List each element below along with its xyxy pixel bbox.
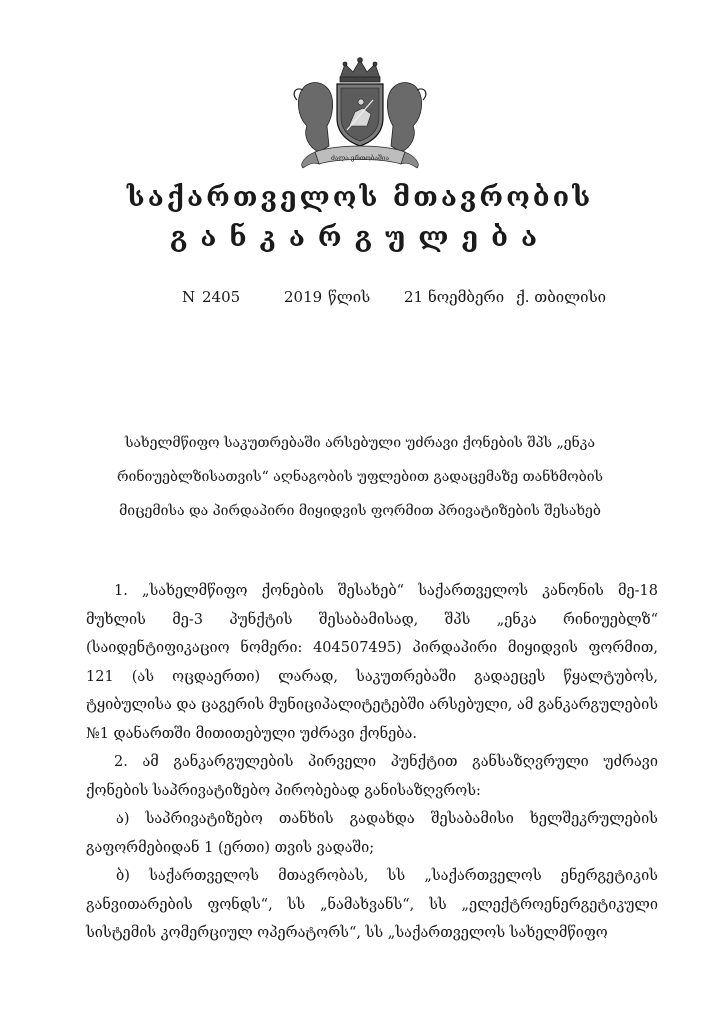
- decree-body: [86, 577, 658, 948]
- decree-number: 2405: [202, 288, 241, 306]
- decree-subject: სახელმწიფო საკუთრებაში არსებული უძრავი ქონების შპს „ენკა რინიუებლზისათვის“ აღნაგობის უფლებით გადაცემაზე თანხმობის მიცემისა და პირდაპირი მიყიდვის ფორმით პრივატიზების შესახებ: [116, 435, 604, 519]
- number-label: N: [182, 288, 196, 306]
- title-decree: განკარგულება: [169, 222, 550, 253]
- emblem-motto: ძალა ერთობაშია: [330, 154, 390, 162]
- paragraph-2: 2. ამ განკარგულების პირველი პუნქტით განსაზღვრული უძრავი ქონების საპრივატიზებო პირობებად განისაზღვროს:: [86, 754, 658, 799]
- paragraph-2a: ა) საპრივატიზებო თანხის გადახდა შესაბამისი ხელშეკრულების გაფორმებიდან 1 (ერთი) თვის ვადაში;: [86, 811, 658, 856]
- decree-year: 2019: [284, 288, 323, 306]
- coat-of-arms-emblem: [285, 56, 435, 174]
- decree-city: ქ. თბილისი: [516, 288, 607, 306]
- year-word: წლის: [328, 288, 371, 306]
- title-government: საქართველოს მთავრობის: [126, 182, 594, 213]
- decree-day: 21: [404, 288, 424, 306]
- paragraph-2b: ბ) საქართველოს მთავრობას, სს „საქართველოს ენერგეტიკის განვითარების ფონდს“, სს „ნამახვანს“, სს „ელექტროენერგეტიკული სისტემის კომერციულ ოპერატორს“, სს „საქართველოს სახელმწიფო: [86, 868, 658, 941]
- paragraph-1: 1. „სახელმწიფო ქონების შესახებ“ საქართველოს კანონის მე-18 მუხლის მე-3 პუნქტის შესაბამისად, შპს „ენკა რინიუებლზ“ (საიდენტიფიკაციო ნომერი: 404507495) პირდაპირი მიყიდვის ფორმით, 121 (ას ოცდაერთი) ლარად, საკუთრებაში გადაეცეს წყალტუბოს, ტყიბულისა და ცაგერის მუნიციპალიტეტებში არსებული, ამ განკარგულების №1 დანართში მითითებული უძრავი ქონება.: [86, 583, 659, 742]
- decree-month: ნოემბერი: [428, 288, 505, 306]
